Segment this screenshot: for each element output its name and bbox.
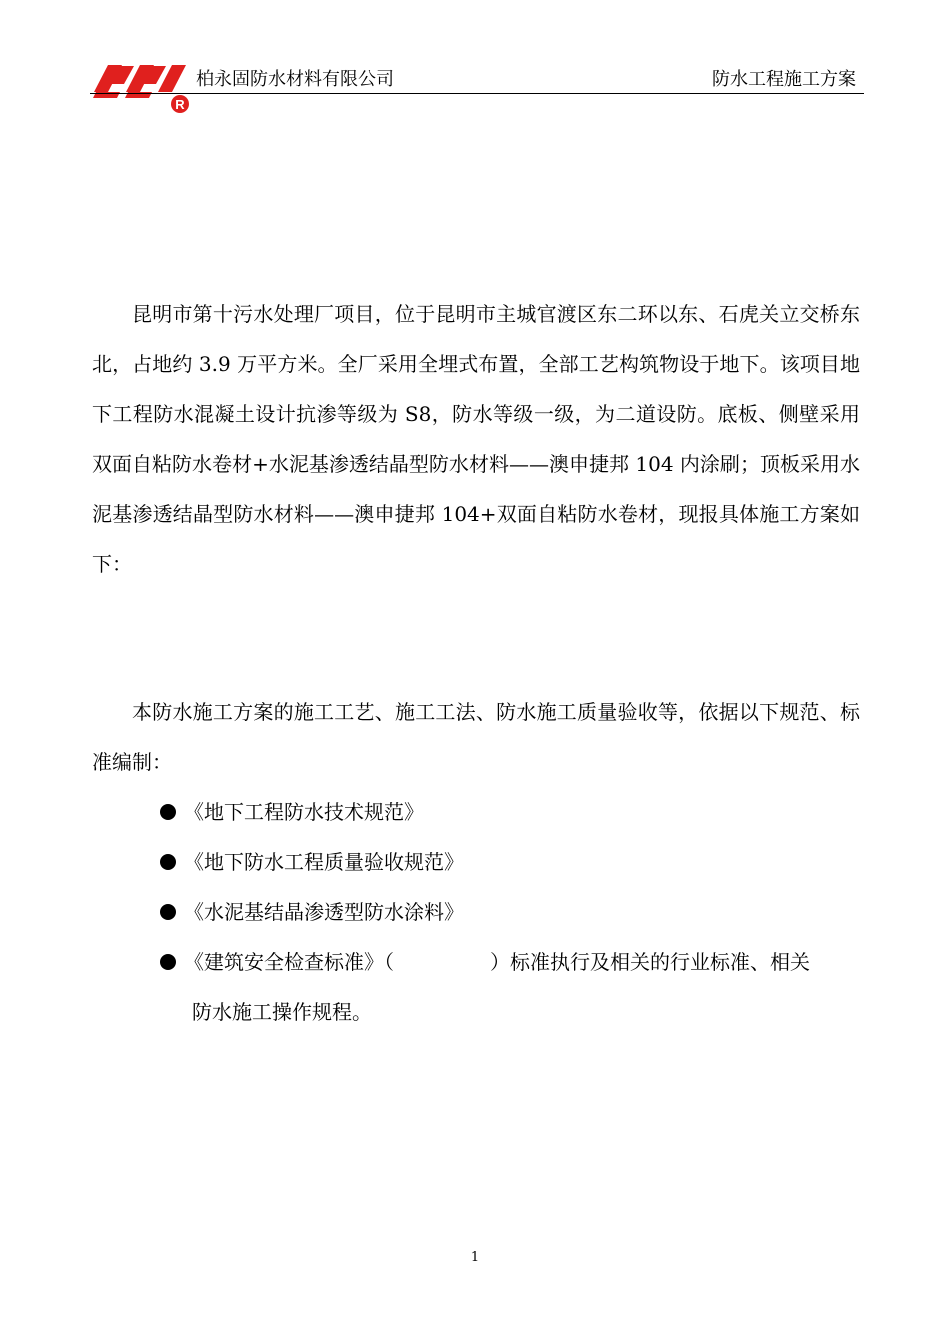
bullet-icon (160, 904, 176, 920)
page-header (90, 62, 864, 116)
document-title: 防水工程施工方案 (712, 69, 856, 90)
bullet-icon (160, 854, 176, 870)
list-item: 《水泥基结晶渗透型防水涂料》 (160, 887, 860, 937)
header-rule (90, 93, 864, 94)
list-item: 《地下防水工程质量验收规范》 (160, 837, 860, 887)
list-item: 《地下工程防水技术规范》 (160, 787, 860, 837)
section-1-paragraph: 昆明市第十污水处理厂项目，位于昆明市主城官渡区东二环以东、石虎关立交桥东北，占地约 3.9 万平方米。全厂采用全埋式布置，全部工艺构筑物设于地下。该项目地下工程防水混凝土设计抗渗等级为 S8，防水等级一级，为二道设防。底板、侧壁采用双面自粘防水卷材+水泥基渗透结晶型防水材料——澳申捷邦 104 内涂刷；顶板采用水泥基渗透结晶型防水材料——澳申捷邦 104+双面自粘防水卷材，现报具体施工方案如下： (92, 302, 860, 576)
list-item: 《建筑安全检查标准》（ ）标准执行及相关的行业标准、相关 防水施工操作规程。 (160, 937, 860, 1037)
page-number: 1 (470, 1250, 480, 1265)
bullet-icon (160, 804, 176, 820)
section-2-paragraph: 本防水施工方案的施工工艺、施工工法、防水施工质量验收等，依据以下规范、标准编制： (92, 700, 860, 774)
bullet-icon (160, 954, 176, 970)
standards-list (160, 787, 860, 1037)
company-name: 柏永固防水材料有限公司 (196, 69, 394, 90)
svg-text:R: R (175, 97, 185, 112)
list-item-continuation: 防水施工操作规程。 (192, 1000, 372, 1024)
company-logo (90, 62, 196, 116)
